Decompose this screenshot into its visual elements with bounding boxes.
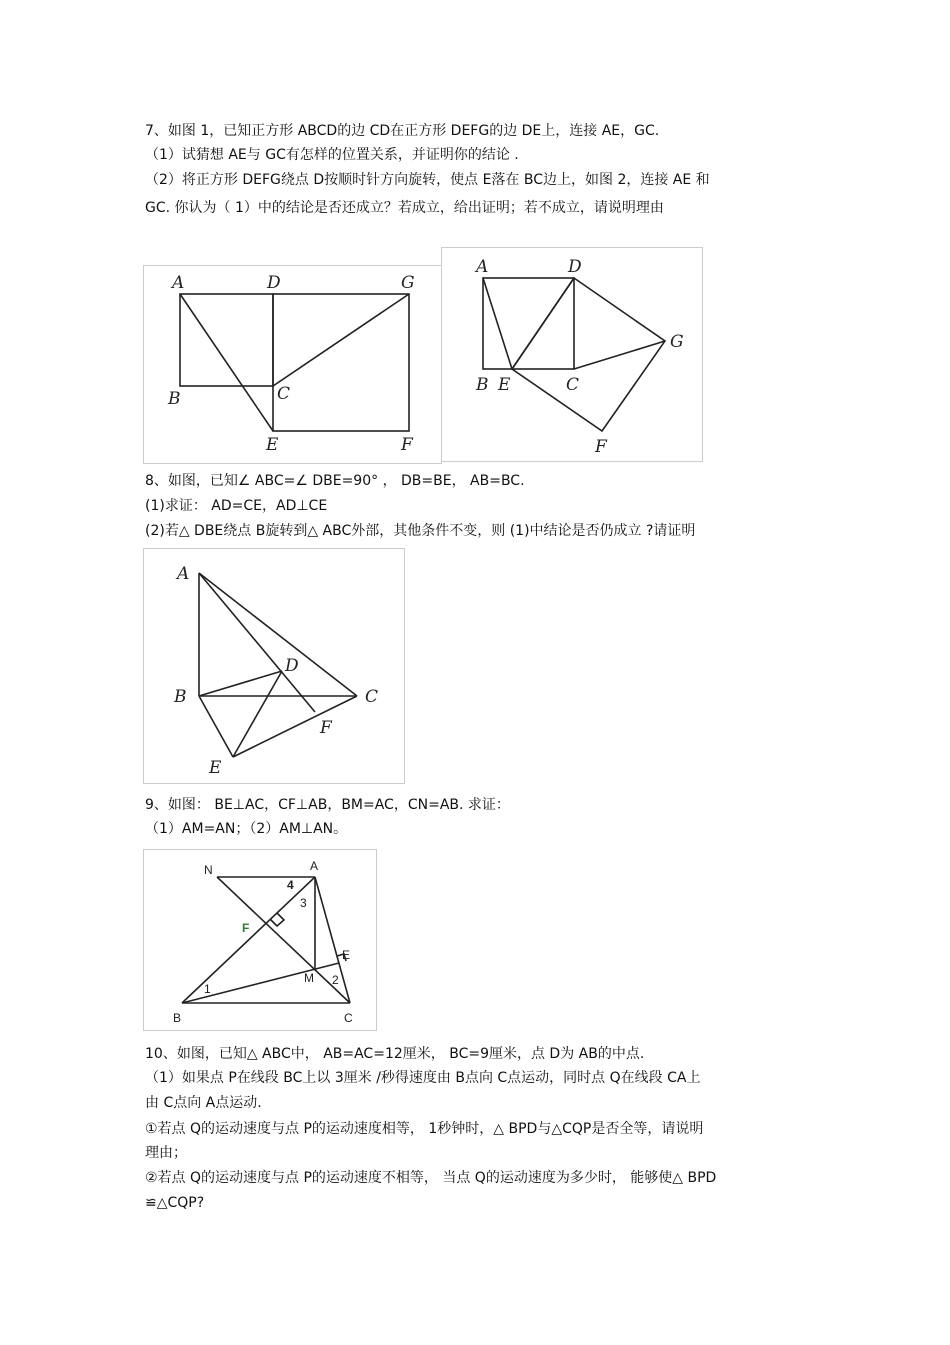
label-f: F xyxy=(320,718,332,738)
segment-gc xyxy=(273,294,409,386)
segment-ae xyxy=(483,278,512,369)
label-d: D xyxy=(568,257,582,277)
q9-line-1: 9、如图： BE⊥AC，CF⊥AB，BM=AC，CN=AB. 求证： xyxy=(145,797,510,813)
label-g: G xyxy=(401,273,415,293)
q7-figure-2 xyxy=(441,247,703,462)
q10-line-7: ≌△CQP? xyxy=(145,1195,205,1211)
label-d: D xyxy=(267,273,281,293)
label-f: F xyxy=(401,435,413,455)
segment-be xyxy=(199,696,233,757)
label-f: F xyxy=(242,921,250,935)
label-a: A xyxy=(476,257,489,277)
q10-line-6: ②若点 Q的运动速度与点 P的运动速度不相等， 当点 Q的运动速度为多少时， 能够使△ BPD xyxy=(145,1170,717,1186)
segment-ae xyxy=(180,294,273,431)
q10-line-1: 10、如图，已知△ ABC中， AB=AC=12厘米， BC=9厘米，点 D为 AB的中点. xyxy=(145,1046,645,1062)
square-defg xyxy=(273,294,409,431)
label-a: A xyxy=(177,564,190,584)
segment-gc xyxy=(574,341,665,369)
label-c: C xyxy=(566,375,580,395)
q8-line-2: (1)求证： AD=CE，AD⊥CE xyxy=(145,498,328,514)
q7-line-3: （2）将正方形 DEFG绕点 D按顺时针方向旋转，使点 E落在 BC边上，如图 2，连接 AE 和 xyxy=(145,172,710,188)
segment-de xyxy=(512,278,574,369)
label-g: G xyxy=(670,332,684,352)
label-e: E xyxy=(342,948,351,962)
square-abcd xyxy=(483,278,574,369)
q10-line-5: 理由； xyxy=(145,1145,187,1161)
q7-line-2: （1）试猜想 AE与 GC有怎样的位置关系，并证明你的结论 . xyxy=(145,147,519,163)
label-m: M xyxy=(304,971,314,985)
label-a: A xyxy=(172,273,185,293)
segment-ab xyxy=(182,877,315,1003)
label-b: B xyxy=(174,687,187,707)
label-e: E xyxy=(266,435,279,455)
q10-line-2: （1）如果点 P在线段 BC上以 3厘米 /秒得速度由 B点向 C点运动，同时点 Q在线段 CA上 xyxy=(145,1070,701,1086)
label-b: B xyxy=(173,1011,182,1025)
label-b: B xyxy=(168,389,181,409)
q7-figure-1 xyxy=(143,265,442,464)
segment-nc xyxy=(217,877,350,1003)
square-abcd xyxy=(180,294,273,386)
label-b: B xyxy=(476,375,489,395)
label-f: F xyxy=(595,437,607,457)
label-4: 4 xyxy=(287,878,294,892)
label-2: 2 xyxy=(332,973,339,987)
label-d: D xyxy=(285,656,299,676)
right-angle-mark-f xyxy=(270,913,284,926)
segment-ec xyxy=(233,696,357,757)
q10-line-4: ①若点 Q的运动速度与点 P的运动速度相等， 1秒钟时，△ BPD与△CQP是否全等，请说明 xyxy=(145,1121,704,1137)
q8-line-1: 8、如图，已知∠ ABC=∠ DBE=90° ， DB=BE， AB=BC. xyxy=(145,473,525,489)
q9-line-2: （1）AM=AN；（2）AM⊥AN。 xyxy=(145,821,348,837)
label-c: C xyxy=(344,1011,353,1025)
q8-figure xyxy=(143,548,405,784)
label-n: N xyxy=(204,863,213,877)
label-1: 1 xyxy=(204,982,211,996)
q10-line-3: 由 C点向 A点运动. xyxy=(145,1095,262,1111)
label-a: A xyxy=(310,859,319,873)
label-c: C xyxy=(277,384,291,404)
label-3: 3 xyxy=(300,896,307,910)
square-degf xyxy=(512,278,665,431)
q7-line-4: GC. 你认为（ 1）中的结论是否还成立？若成立，给出证明；若不成立，请说明理由 xyxy=(145,200,664,216)
q9-figure xyxy=(143,849,377,1031)
q8-line-3: (2)若△ DBE绕点 B旋转到△ ABC外部，其他条件不变，则 (1)中结论是否仍成立 ?请证明 xyxy=(145,523,696,539)
label-e: E xyxy=(209,758,222,778)
label-c: C xyxy=(365,687,379,707)
label-e: E xyxy=(498,375,511,395)
q7-line-1: 7、如图 1，已知正方形 ABCD的边 CD在正方形 DEFG的边 DE上，连接 AE，GC. xyxy=(145,123,660,139)
